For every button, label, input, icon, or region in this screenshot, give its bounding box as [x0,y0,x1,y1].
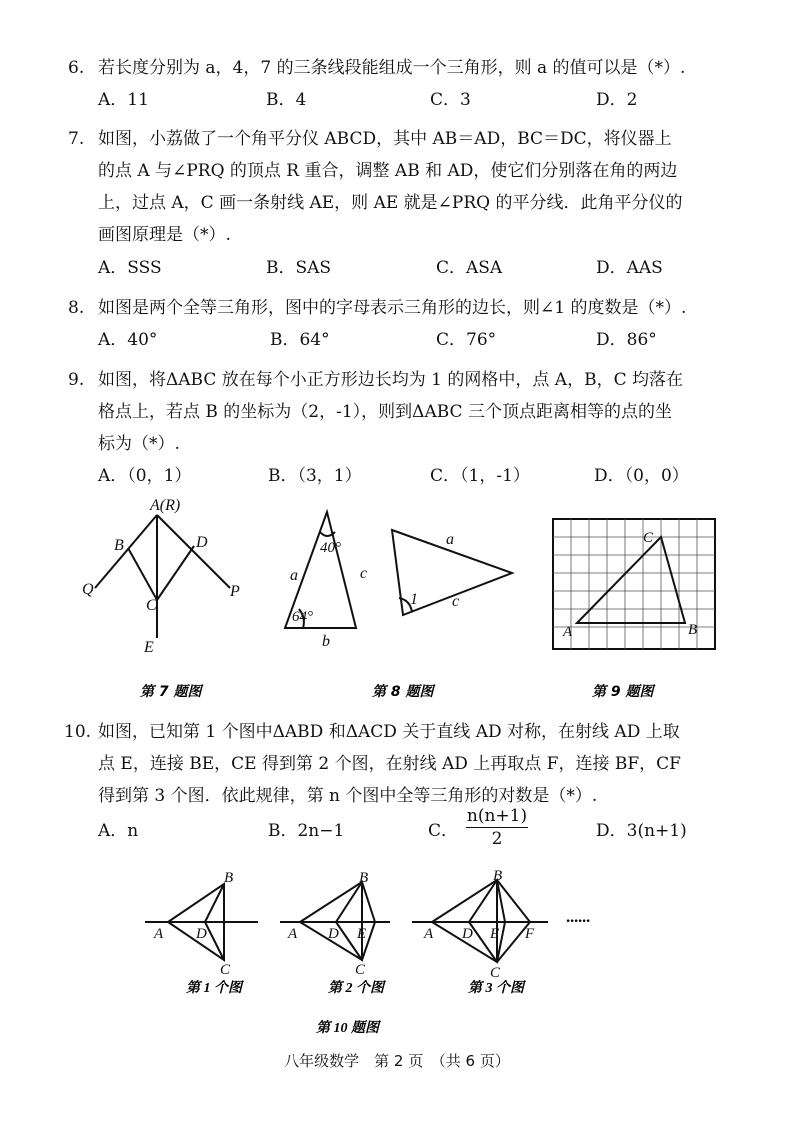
question-text-line: 上，过点 A，C 画一条射线 AE，则 AE 就是∠PRQ 的平分线．此角平分仪的 [98,193,683,213]
question-number: 6. [68,58,85,78]
page-footer: 八年级数学 第 2 页 （共 6 页） [284,1052,510,1070]
option-a: A．11 [98,90,149,110]
option-b: B．4 [266,90,307,110]
option-b: B．SAS [266,258,332,278]
question-text-line: 标为（*）. [98,434,180,454]
label-side-a: a [290,567,298,584]
question-9 [68,364,683,460]
label-c: C [146,597,157,614]
fraction-denominator: 2 [491,829,503,849]
label-c: C [490,965,501,981]
caption-fig-1: 第 1 个图 [186,981,242,996]
option-c-prefix: C． [428,821,459,841]
option-d: D．AAS [596,258,663,278]
question-text-line: 画图原理是（*）. [98,225,231,245]
option-b: B．2n−1 [268,821,345,841]
question-text-line: 如图，已知第 1 个图中ΔABD 和ΔACD 关于直线 AD 对称，在射线 AD 上取 [98,722,680,742]
label-e: E [144,639,154,656]
q9-options [98,460,698,492]
figure-8-labels [290,531,459,650]
triangle-abc [577,537,685,623]
label-angle-64: 64° [292,609,313,625]
label-a: A [288,926,298,942]
question-text-line: 点 E，连接 BE，CE 得到第 2 个图，在射线 AD 上再取点 F，连接 BF，CF [98,754,681,774]
label-d: D [462,926,473,942]
question-text-line: 得到第 3 个图．依此规律，第 n 个图中全等三角形的对数是（*）. [98,786,598,806]
figure-10-captions [186,979,527,1036]
ray-rq [95,515,157,588]
option-c: C．3 [430,90,471,110]
question-text-line: 如图，将ΔABC 放在每个小正方形边长均为 1 的网格中，点 A，B，C 均落在 [98,370,683,390]
figure-10-labels [153,868,535,981]
question-text: 如图是两个全等三角形，图中的字母表示三角形的边长，则∠1 的度数是（*）. [98,298,687,318]
question-number: 9. [68,370,85,390]
label-b: B [224,870,234,886]
label-d: D [196,534,208,551]
option-a: A．n [98,821,139,841]
label-f: F [525,926,535,942]
figure-7-bisector [95,515,230,638]
figures-row-10 [0,860,794,1040]
segment-bd-2 [336,882,362,922]
question-8 [68,292,686,324]
label-side-c: c [360,565,368,582]
label-e: E [490,926,500,942]
label-d: D [328,926,339,942]
option-b: B．（3，1） [268,466,362,486]
option-c: C．76° [436,330,497,350]
label-b: B [688,622,698,638]
caption-main-10: 第 10 题图 [316,1021,379,1036]
label-side-b: b [322,633,330,650]
label-angle-1: 1 [410,591,418,608]
option-a: A．40° [98,330,158,350]
segment-bd-3 [469,880,497,922]
question-number: 7. [68,129,85,149]
option-b: B．64° [270,330,330,350]
fig9-caption: 第 9 题图 [592,684,654,700]
label-b: B [359,870,369,886]
option-d: D．（0，0） [594,466,689,486]
question-7 [68,123,683,251]
question-text-line: 如图，小荔做了一个角平分仪 ABCD，其中 AB＝AD，BC＝DC，将仪器上 [98,129,672,149]
option-d: D．86° [596,330,657,350]
label-b: B [493,868,503,884]
label-q: Q [82,581,94,598]
option-a: A．SSS [98,258,162,278]
question-10 [64,716,681,812]
label-a: A [424,926,434,942]
q7-options [98,252,698,284]
question-text-line: 格点上，若点 B 的坐标为（2，-1），则到ΔABC 三个顶点距离相等的点的坐 [98,402,672,422]
option-c: C．ASA [436,258,503,278]
caption-fig-3: 第 3 个图 [468,981,524,996]
label-a-r: A(R) [150,497,181,514]
label-b: B [114,537,124,554]
q10-options [98,806,698,865]
option-d: D．2 [596,90,638,110]
label-side-a-right: a [446,531,454,548]
label-c: C [643,530,654,546]
question-text-line: 的点 A 与∠PRQ 的顶点 R 重合，调整 AB 和 AD，使它们分别落在角的两边 [98,161,678,181]
fig7-caption: 第 7 题图 [140,684,202,700]
option-c-fraction [466,805,528,850]
caption-fig-2: 第 2 个图 [328,981,384,996]
label-angle-40: 40° [320,540,341,556]
segment-bc [128,548,157,600]
label-e: E [357,926,367,942]
figure-10-drawings [145,880,548,962]
question-6 [68,52,685,84]
fig8-caption: 第 8 题图 [372,684,434,700]
question-number: 8. [68,298,85,318]
label-c: C [220,962,231,978]
figures-row-7-8-9 [0,490,794,710]
ray-rp [157,515,230,588]
segment-be-2 [362,882,375,922]
question-number: 10. [64,722,92,742]
option-d: D．3(n+1) [596,821,687,841]
option-c: C．（1，-1） [430,466,530,486]
label-c: C [355,962,366,978]
label-d: D [196,926,207,942]
label-side-c-right: c [452,593,460,610]
label-a: A [154,926,164,942]
label-a: A [563,624,573,640]
figure-8-triangles [285,512,512,628]
question-text: 若长度分别为 a，4，7 的三条线段能组成一个三角形，则 a 的值可以是（*）. [98,58,686,78]
q6-options [98,84,698,116]
segment-dc [157,546,194,600]
continuation-dots: ······ [566,913,590,930]
label-p: P [230,583,240,600]
fraction-numerator: n(n+1) [466,806,528,826]
option-a: A．（0，1） [98,466,192,486]
q8-options [98,324,698,356]
